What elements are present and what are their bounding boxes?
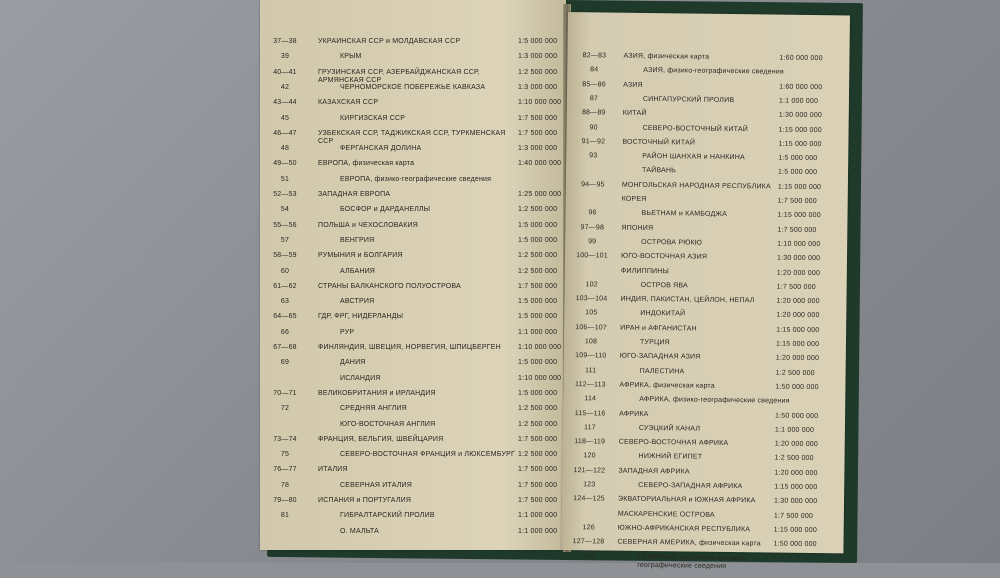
map-title: КАЗАХСКАЯ ССР — [318, 99, 379, 107]
map-title: КИРГИЗСКАЯ ССР — [340, 114, 406, 122]
map-title: ИТАЛИЯ — [318, 466, 348, 474]
map-scale: 1:60 000 000 — [779, 54, 823, 63]
map-page-number: 100—101 — [576, 252, 608, 260]
map-scale: 1:2 500 000 — [774, 454, 814, 463]
map-page-number — [566, 195, 620, 196]
map-scale: 1:7 500 000 — [518, 129, 558, 137]
map-title: О. МАЛЬТА — [340, 527, 379, 535]
map-title: НИЖНИЙ ЕГИПЕТ — [638, 453, 703, 462]
map-scale: 1:2 500 000 — [518, 68, 558, 76]
map-page-number: 93 — [589, 152, 598, 160]
map-page-number: 66 — [280, 328, 290, 336]
map-page-number: 112—113 — [575, 381, 606, 389]
map-scale: 1:20 000 000 — [776, 297, 820, 306]
map-title: БОСФОР и ДАРДАНЕЛЛЫ — [340, 206, 431, 214]
map-title: СЕВЕРНАЯ АМЕРИКА, физическая карта — [617, 538, 761, 548]
right-page — [561, 12, 850, 570]
map-scale: 1:20 000 000 — [774, 440, 819, 449]
map-title: СИНГАПУРСКИЙ ПРОЛИВ — [642, 95, 735, 104]
map-scale: 1:2 500 000 — [518, 267, 558, 275]
map-page-number: 64—65 — [273, 313, 297, 321]
map-title: ЕВРОПА, физико-географические сведения — [340, 175, 492, 183]
map-page-number: 57 — [280, 236, 290, 244]
index-entry — [260, 528, 566, 550]
map-scale: 1:5 000 000 — [518, 359, 558, 367]
map-scale: 1:1 000 000 — [778, 97, 819, 105]
map-scale: 1:20 000 000 — [776, 269, 821, 277]
map-page-number: 103—104 — [575, 295, 608, 303]
map-scale: 1:15 000 000 — [775, 340, 820, 349]
map-title: РАЙОН ШАНХАЯ и НАНКИНА — [642, 153, 745, 162]
map-page-number: 46—47 — [273, 129, 297, 137]
map-title: КРЫМ — [340, 53, 362, 61]
map-scale: 1:20 000 000 — [775, 354, 820, 363]
map-page-number: 121—122 — [573, 466, 606, 475]
map-page-number: 45 — [280, 114, 290, 122]
map-title: ИРАН и АФГАНИСТАН — [620, 324, 697, 333]
map-title: СЕВЕРО-ВОСТОЧНЫЙ КИТАЙ — [642, 124, 749, 133]
map-page-number — [566, 166, 620, 167]
map-page-number: 97—98 — [580, 223, 605, 232]
map-scale: 1:25 000 000 — [518, 191, 562, 198]
map-page-number: 73—74 — [273, 435, 297, 443]
map-title: УКРАИНСКАЯ ССР и МОЛДАВСКАЯ ССР — [318, 38, 461, 45]
map-scale: 1:50 000 000 — [775, 412, 819, 420]
map-title: ИНДОКИТАЙ — [640, 310, 686, 318]
map-title: СЕВЕРО-ВОСТОЧНАЯ ФРАНЦИЯ и ЛЮКСЕМБУРГ — [340, 451, 515, 459]
map-title: ОСТРОВ ЯВА — [640, 281, 688, 290]
map-scale: 1:3 000 000 — [518, 83, 558, 91]
map-page-number: 84 — [590, 66, 599, 74]
map-scale: 1:3 000 000 — [518, 53, 558, 61]
map-title: СУЭЦКИЙ КАНАЛ — [638, 424, 701, 433]
map-title: ЭКВАТОРИАЛЬНАЯ и ЮЖНАЯ АФРИКА — [618, 495, 756, 505]
map-scale: 1:5 000 000 — [778, 154, 818, 163]
map-page-number: 82—83 — [582, 52, 607, 60]
map-title: АВСТРИЯ — [340, 298, 375, 306]
map-scale: 1:15 000 000 — [773, 526, 818, 534]
map-scale: 1:2 500 000 — [518, 252, 558, 260]
map-title: ЮГО-ВОСТОЧНАЯ АЗИЯ — [620, 252, 708, 261]
map-page-number: 67—68 — [273, 344, 297, 351]
map-title: СЕВЕРО-ЗАПАДНАЯ АФРИКА — [638, 481, 743, 491]
index-entry — [561, 552, 843, 577]
map-page-number: 118—119 — [574, 438, 606, 446]
map-scale: 1:7 500 000 — [518, 466, 558, 474]
map-scale: 1:5 000 000 — [518, 298, 558, 306]
map-scale: 1:10 000 000 — [518, 374, 562, 382]
map-scale: 1:2 500 000 — [518, 405, 558, 413]
map-title: ЯПОНИЯ — [621, 224, 654, 232]
map-scale: 1:5 000 000 — [518, 389, 558, 397]
map-title: ВЕЛИКОБРИТАНИЯ и ИРЛАНДИЯ — [318, 389, 436, 397]
map-page-number: 99 — [588, 238, 597, 246]
map-page-number: 39 — [280, 53, 290, 61]
map-title: АЗИЯ, физико-географические сведения — [643, 67, 784, 76]
map-title: ГИБРАЛТАРСКИЙ ПРОЛИВ — [340, 512, 435, 520]
map-title: ТУРЦИЯ — [639, 338, 670, 347]
map-page-number: 94—95 — [581, 180, 605, 189]
map-title: ГДР, ФРГ, НИДЕРЛАНДЫ — [318, 313, 404, 321]
map-title: ФИНЛЯНДИЯ, ШВЕЦИЯ, НОРВЕГИЯ, ШПИЦБЕРГЕН — [318, 344, 501, 351]
map-scale: 1:7 500 000 — [518, 114, 558, 122]
map-page-number: 102 — [585, 281, 598, 289]
map-scale: 1:7 500 000 — [518, 435, 558, 443]
map-title: АЛБАНИЯ — [340, 267, 376, 275]
map-page-number: 49—50 — [273, 160, 297, 168]
map-title: ЕВРОПА, физическая карта — [318, 160, 415, 168]
map-page-number: 108 — [584, 338, 598, 346]
map-title: ЮГО-ВОСТОЧНАЯ АНГЛИЯ — [340, 420, 436, 428]
map-scale: 1:7 500 000 — [777, 226, 817, 234]
map-scale: 1:5 000 000 — [518, 221, 558, 229]
map-page-number: 123 — [583, 481, 596, 489]
map-scale: 1:15 000 000 — [777, 183, 822, 191]
map-page-number: 78 — [280, 481, 290, 489]
map-page-number: 87 — [589, 95, 599, 103]
map-page-number: 61—62 — [273, 282, 297, 290]
map-title: ДАНИЯ — [340, 359, 366, 367]
map-page-number: 75 — [280, 451, 290, 459]
map-title: СЕВЕРНАЯ АМЕРИКА, физико-географические сведения — [637, 553, 747, 570]
map-title: АФРИКА, физико-географические сведения — [639, 396, 790, 405]
map-scale: 1:10 000 000 — [518, 344, 562, 351]
map-scale: 1:7 500 000 — [518, 497, 558, 504]
map-page-number: 105 — [585, 309, 598, 317]
map-title: ЗАПАДНАЯ АФРИКА — [618, 467, 690, 476]
map-title: ЗАПАДНАЯ ЕВРОПА — [318, 191, 391, 198]
map-scale: 1:5 000 000 — [518, 236, 558, 244]
map-page-number: 48 — [280, 145, 290, 153]
map-scale: 1:15 000 000 — [776, 326, 820, 334]
map-page-number: 54 — [280, 206, 290, 214]
map-page-number: 115—116 — [574, 409, 606, 417]
map-scale: 1:50 000 000 — [775, 383, 819, 391]
map-title: СТРАНЫ БАЛКАНСКОГО ПОЛУОСТРОВА — [318, 282, 461, 290]
map-page-number — [562, 510, 616, 511]
map-scale: 1:5 000 000 — [518, 313, 558, 321]
map-title: ГРУЗИНСКАЯ ССР, АЗЕРБАЙДЖАНСКАЯ ССР, АРМЯНСКАЯ ССР — [318, 68, 480, 84]
map-scale: 1:1 000 000 — [518, 328, 558, 336]
map-page-number: 58—59 — [273, 252, 297, 260]
map-title: УЗБЕКСКАЯ ССР, ТАДЖИКСКАЯ ССР, ТУРКМЕНСКАЯ ССР — [318, 129, 506, 145]
map-page-number: 85—86 — [582, 80, 606, 89]
map-title: ИСЛАНДИЯ — [340, 374, 381, 382]
map-scale: 1:30 000 000 — [778, 111, 823, 120]
map-page-number: 88—89 — [581, 109, 606, 117]
map-page-number: 52—53 — [273, 191, 297, 198]
map-page-number: 90 — [589, 123, 598, 131]
map-title: ЮЖНО-АФРИКАНСКАЯ РЕСПУБЛИКА — [617, 524, 751, 534]
map-title: МАСКАРЕНСКИЕ ОСТРОВА — [617, 510, 715, 519]
map-title: АЗИЯ, физическая карта — [623, 52, 710, 61]
map-scale: 1:7 500 000 — [776, 283, 816, 291]
map-page-number: 42 — [280, 83, 290, 91]
map-title: АЗИЯ — [623, 81, 643, 89]
map-page-number: 70—71 — [273, 389, 297, 397]
map-page-number: 63 — [280, 298, 290, 306]
map-page-number: 124—125 — [573, 495, 605, 503]
map-page-number: 117 — [583, 424, 596, 432]
map-scale: 1:20 000 000 — [774, 469, 818, 477]
map-title: ВОСТОЧНЫЙ КИТАЙ — [622, 138, 696, 147]
map-scale: 1:3 000 000 — [518, 145, 558, 153]
map-page-number: 51 — [280, 175, 290, 183]
left-page — [260, 0, 566, 550]
map-page-number: 60 — [280, 267, 290, 275]
map-page-number: 40—41 — [273, 68, 297, 76]
map-scale: 1:40 000 000 — [518, 160, 562, 168]
map-page-number: 114 — [584, 395, 597, 403]
map-scale: 1:2 500 000 — [518, 420, 558, 428]
map-scale: 1:10 000 000 — [518, 99, 562, 107]
map-page-number: 81 — [280, 512, 290, 520]
map-scale: 1:5 000 000 — [518, 38, 558, 45]
map-scale: 1:2 500 000 — [518, 451, 558, 459]
map-page-number: 127—128 — [572, 538, 605, 546]
map-title: ВЬЕТНАМ и КАМБОДЖА — [641, 210, 727, 219]
map-page-number: 129 — [582, 552, 595, 560]
map-page-number: 43—44 — [273, 99, 297, 107]
map-scale: 1:1 000 000 — [774, 426, 815, 434]
map-scale: 1:20 000 000 — [776, 311, 820, 320]
map-scale: 1:15 000 000 — [777, 211, 821, 220]
map-title: КОРЕЯ — [621, 195, 647, 203]
map-scale: 1:2 500 000 — [518, 206, 558, 214]
map-page-number: 69 — [280, 359, 290, 367]
map-title: РУМЫНИЯ и БОЛГАРИЯ — [318, 252, 403, 260]
map-scale: 1:2 500 000 — [775, 369, 815, 377]
map-title: ИСПАНИЯ и ПОРТУГАЛИЯ — [318, 497, 412, 504]
map-scale: 1:7 500 000 — [518, 282, 558, 290]
map-title: ПОЛЬША и ЧЕХОСЛОВАКИЯ — [318, 221, 419, 229]
map-title: ЮГО-ЗАПАДНАЯ АЗИЯ — [619, 352, 701, 361]
map-page-number: 111 — [584, 366, 597, 374]
map-scale: 1:15 000 000 — [778, 140, 822, 148]
map-title: АФРИКА — [619, 410, 649, 418]
map-page-number: 91—92 — [581, 137, 606, 146]
map-title: ВЕНГРИЯ — [340, 236, 375, 244]
map-scale: 1:1 000 000 — [518, 512, 558, 520]
map-scale: 1:7 500 000 — [518, 481, 558, 489]
map-title: ТАЙВАНЬ — [642, 167, 677, 175]
map-title: ПАЛЕСТИНА — [639, 367, 685, 376]
map-scale: 1:15 000 000 — [778, 126, 822, 134]
map-title: КИТАЙ — [622, 109, 647, 118]
map-page-number: 72 — [280, 405, 290, 413]
map-page-number — [565, 266, 619, 267]
map-title: ЧЕРНОМОРСКОЕ ПОБЕРЕЖЬЕ КАВКАЗА — [340, 83, 486, 91]
map-scale: 1:50 000 000 — [773, 540, 817, 549]
map-title: СЕВЕРО-ВОСТОЧНАЯ АФРИКА — [618, 438, 729, 448]
map-page-number: 126 — [582, 524, 595, 532]
map-scale: 1:7 500 000 — [777, 197, 817, 206]
map-title: АФРИКА, физическая карта — [619, 381, 715, 390]
map-scale: 1:7 500 000 — [773, 512, 814, 520]
map-title: ФИЛИППИНЫ — [620, 267, 670, 275]
map-scale: 1:15 000 000 — [774, 483, 818, 492]
map-scale: 1:5 000 000 — [778, 168, 818, 177]
map-page-number: 120 — [583, 452, 596, 460]
map-page-number: 55—56 — [273, 221, 297, 229]
map-page-number: 96 — [588, 209, 597, 217]
map-title: ФЕРГАНСКАЯ ДОЛИНА — [340, 145, 422, 153]
map-scale: 1:30 000 000 — [773, 497, 818, 506]
map-title: ИНДИЯ, ПАКИСТАН, ЦЕЙЛОН, НЕПАЛ — [620, 295, 755, 305]
map-scale: 1:10 000 000 — [777, 240, 821, 248]
map-title: РУР — [340, 328, 355, 336]
map-page-number: 79—80 — [273, 497, 297, 504]
map-title: ОСТРОВА РЮКЮ — [641, 238, 703, 247]
map-title: СЕВЕРНАЯ ИТАЛИЯ — [340, 481, 413, 489]
map-scale: 1:30 000 000 — [776, 254, 821, 263]
map-title: МОНГОЛЬСКАЯ НАРОДНАЯ РЕСПУБЛИКА — [621, 181, 771, 191]
map-page-number: 109—110 — [575, 352, 607, 360]
map-scale: 1:60 000 000 — [779, 83, 823, 91]
map-title: СРЕДНЯЯ АНГЛИЯ — [340, 405, 407, 413]
map-page-number: 37—38 — [273, 38, 297, 45]
map-page-number: 76—77 — [273, 466, 297, 474]
map-title: ФРАНЦИЯ, БЕЛЬГИЯ, ШВЕЙЦАРИЯ — [318, 435, 444, 443]
map-page-number: 106—107 — [575, 323, 608, 332]
map-scale: 1:1 000 000 — [518, 527, 558, 535]
